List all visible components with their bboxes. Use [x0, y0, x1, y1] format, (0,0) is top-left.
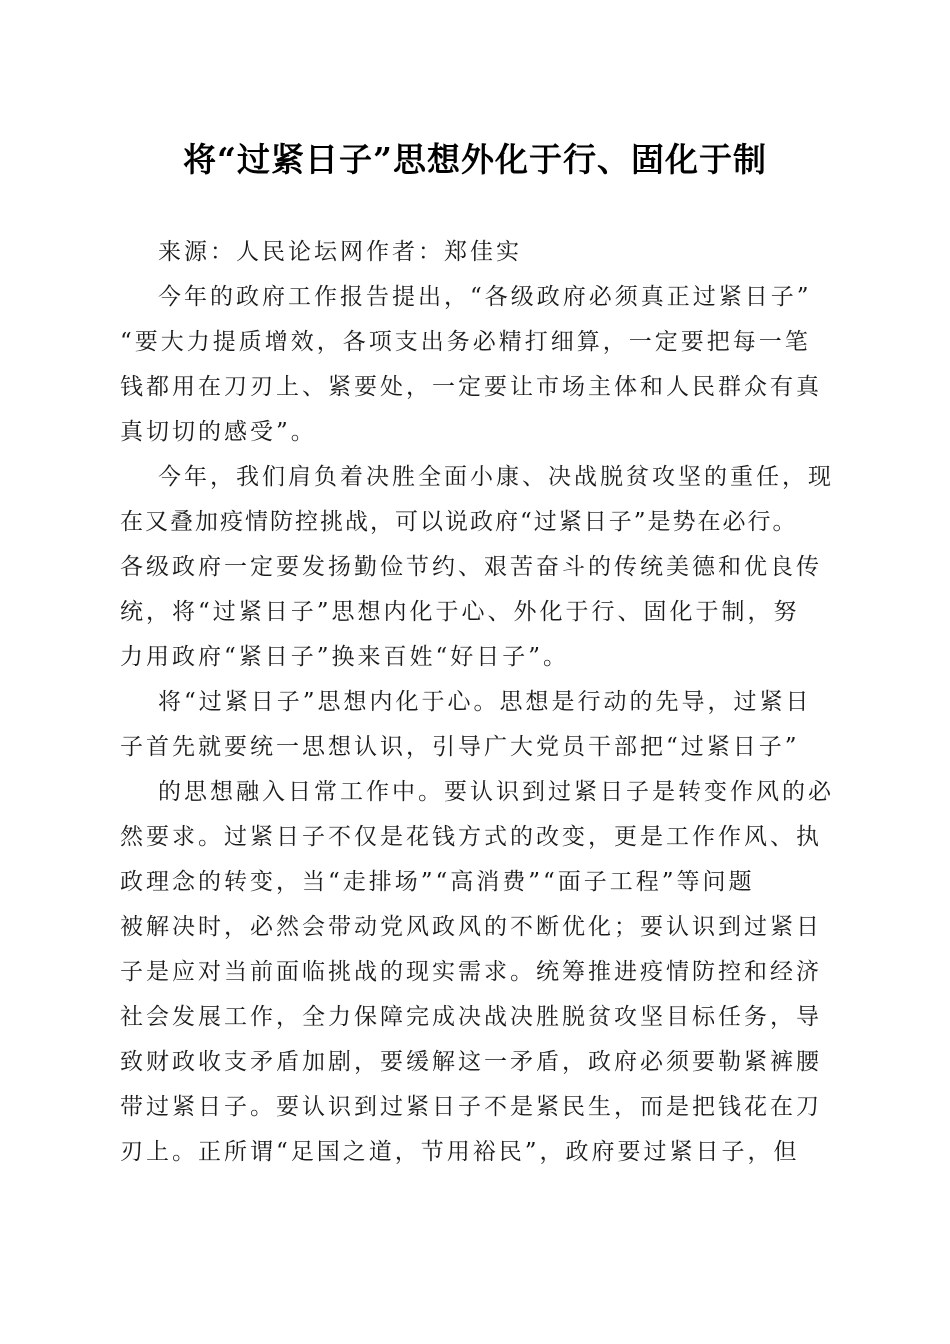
- paragraph-2-line-3: 各级政府一定要发扬勤俭节约、艰苦奋斗的传统美德和优良传: [120, 554, 822, 580]
- paragraph-1-line-3: 钱都用在刀刃上、紧要处，一定要让市场主体和人民群众有真: [120, 374, 822, 400]
- paragraph-3-line-2: 子首先就要统一思想认识，引导广大党员干部把“过紧日子”: [120, 734, 800, 760]
- paragraph-1-line-2: “要大力提质增效，各项支出务必精打细算，一定要把每一笔: [120, 329, 811, 355]
- paragraph-2-line-2: 在又叠加疫情防控挑战，可以说政府“过紧日子”是势在必行。: [120, 509, 798, 535]
- paragraph-3-line-3: 的思想融入日常工作中。要认识到过紧日子是转变作风的必: [158, 779, 834, 805]
- paragraph-1-line-1: 今年的政府工作报告提出，“各级政府必须真正过紧日子”: [158, 284, 812, 310]
- paragraph-3-line-4: 然要求。过紧日子不仅是花钱方式的改变，更是工作作风、执: [120, 824, 822, 850]
- paragraph-2-line-4: 统，将“过紧日子”思想内化于心、外化于行、固化于制，努: [120, 599, 800, 625]
- paragraph-3-line-7: 子是应对当前面临挑战的现实需求。统筹推进疫情防控和经济: [120, 959, 822, 985]
- paragraph-3-line-9: 致财政收支矛盾加剧，要缓解这一矛盾，政府必须要勒紧裤腰: [120, 1049, 822, 1075]
- document-title: 将“过紧日子”思想外化于行、固化于制: [183, 140, 767, 179]
- paragraph-2-line-1: 今年，我们肩负着决胜全面小康、决战脱贫攻坚的重任，现: [158, 464, 834, 490]
- source-line: 来源：人民论坛网作者：郑佳实: [158, 239, 522, 265]
- paragraph-1-line-4: 真切切的感受”。: [120, 419, 317, 445]
- paragraph-3-line-8: 社会发展工作，全力保障完成决战决胜脱贫攻坚目标任务，导: [120, 1004, 822, 1030]
- paragraph-3-line-6: 被解决时，必然会带动党风政风的不断优化；要认识到过紧日: [120, 914, 822, 940]
- paragraph-3-line-10: 带过紧日子。要认识到过紧日子不是紧民生，而是把钱花在刀: [120, 1094, 822, 1120]
- document-body: [120, 230, 834, 1175]
- paragraph-3-line-11: 刃上。正所谓“足国之道，节用裕民”，政府要过紧日子，但: [120, 1139, 800, 1165]
- paragraph-2-line-5: 力用政府“紧日子”换来百姓“好日子”。: [120, 644, 570, 670]
- paragraph-3-line-1: 将“过紧日子”思想内化于心。思想是行动的先导，过紧日: [158, 689, 812, 715]
- paragraph-3-line-5: 政理念的转变，当“走排场”“高消费”“面子工程”等问题: [120, 869, 755, 895]
